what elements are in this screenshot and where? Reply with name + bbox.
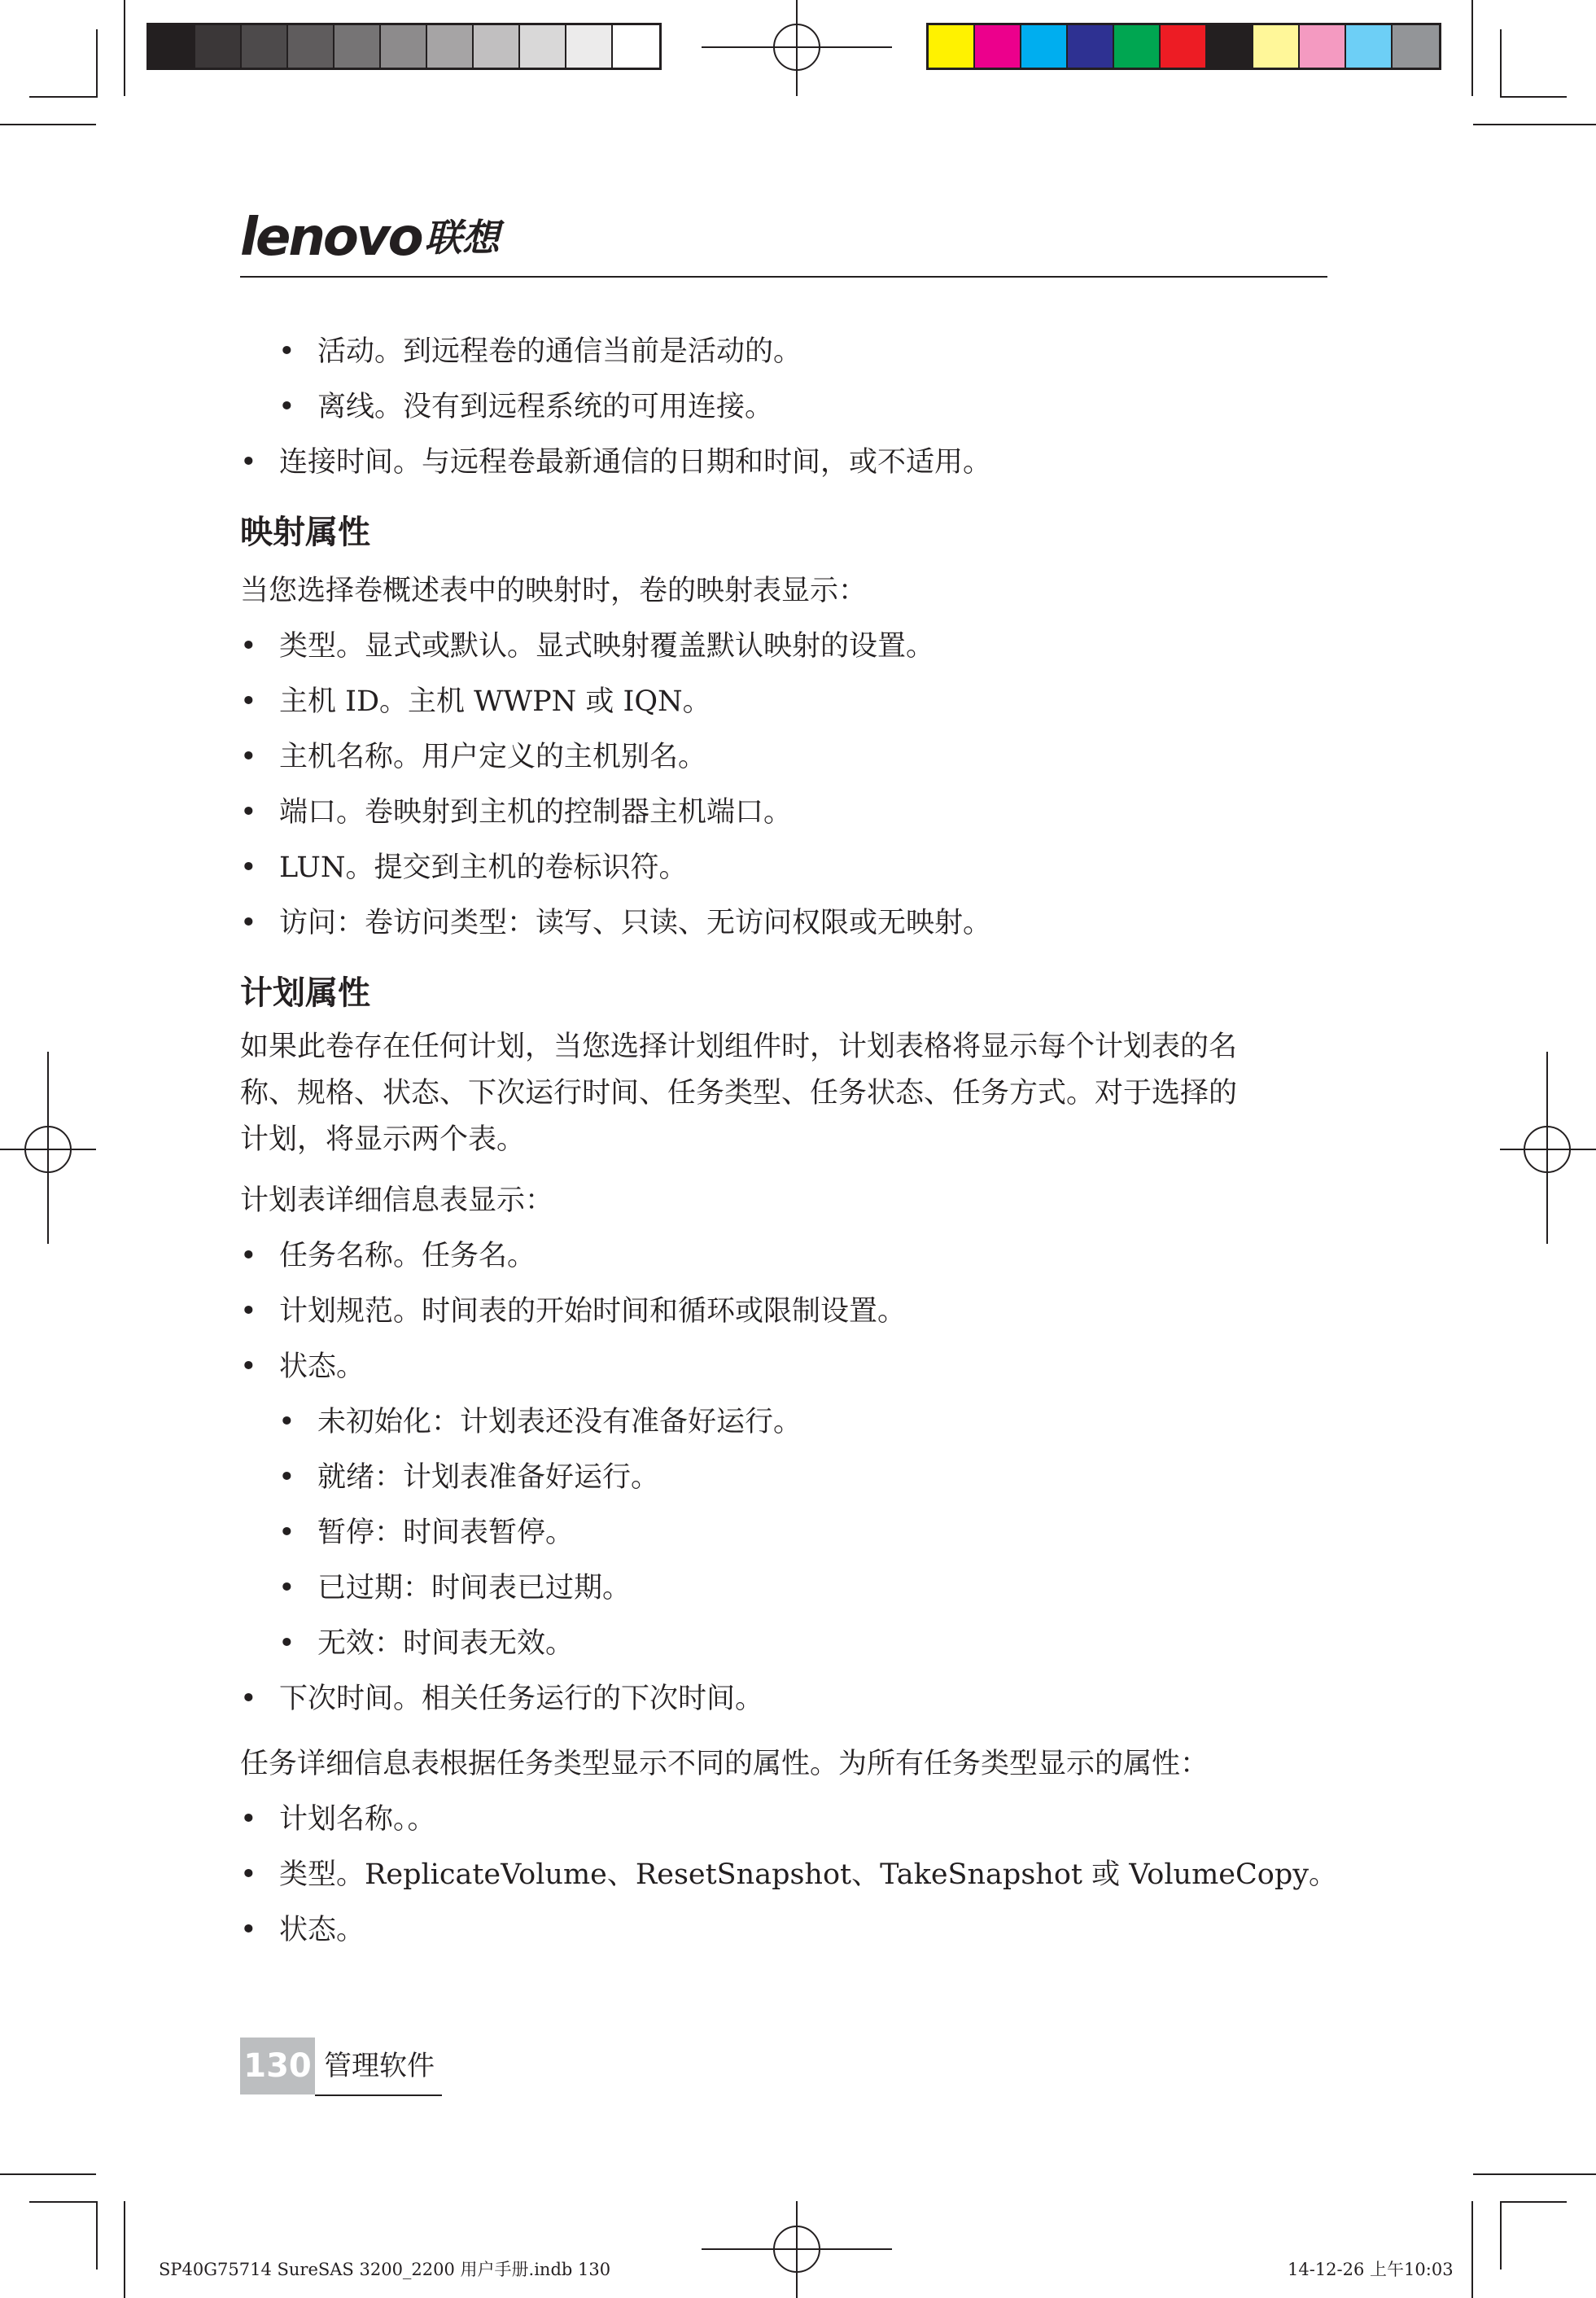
list-item: • 状态。 (240, 1350, 365, 1383)
crop-mark (1500, 2201, 1567, 2203)
color-swatch (474, 25, 520, 68)
color-swatch (1253, 25, 1300, 68)
list-item: • 离线。没有到远程系统的可用连接。 (278, 391, 774, 423)
registration-mark (773, 2226, 820, 2273)
list-item: • 计划名称。。 (240, 1803, 436, 1836)
color-swatch (1207, 25, 1253, 68)
list-item: • 访问：卷访问类型：读写、只读、无访问权限或无映射。 (240, 907, 992, 939)
color-swatch (520, 25, 566, 68)
lenovo-logo (240, 208, 500, 268)
list-item: • 任务名称。任务名。 (240, 1240, 536, 1272)
list-item: • 连接时间。与远程卷最新通信的日期和时间，或不适用。 (240, 446, 992, 479)
section-heading: 计划属性 (240, 974, 370, 1012)
crop-mark (0, 2173, 96, 2175)
crop-mark (1500, 2201, 1502, 2270)
crop-mark (96, 29, 98, 98)
crop-mark (29, 2201, 96, 2203)
list-item: • 下次时间。相关任务运行的下次时间。 (240, 1683, 764, 1715)
section-heading: 映射属性 (240, 514, 370, 551)
list-item: • 未初始化：计划表还没有准备好运行。 (278, 1406, 802, 1438)
color-swatch (1068, 25, 1114, 68)
crop-mark (124, 0, 125, 96)
color-swatch (1300, 25, 1346, 68)
crop-mark (1471, 0, 1473, 96)
paragraph: 如果此卷存在任何计划，当您选择计划组件时，计划表格将显示每个计划表的名 称、规格、状态、下次运行时间、任务类型、任务状态、任务方式。对于选择的 计划，将显示两个表。 (240, 1031, 1238, 1156)
print-slug-timestamp: 14-12-26 上午10:03 (1288, 2260, 1454, 2279)
logo-chinese: 联想 (424, 216, 500, 260)
list-item: • 主机名称。用户定义的主机别名。 (240, 741, 707, 773)
color-swatch (1161, 25, 1207, 68)
color-swatch (427, 25, 474, 68)
list-item: • 已过期：时间表已过期。 (278, 1572, 632, 1604)
crop-mark (96, 2201, 98, 2270)
crop-mark (124, 2201, 125, 2298)
crop-mark (1500, 29, 1502, 98)
crop-mark (0, 124, 96, 125)
page-body (240, 324, 1338, 1958)
crop-mark (1473, 2173, 1596, 2175)
list-item: • 类型。ReplicateVolume、ResetSnapshot、TakeSnapshot 或 VolumeCopy。 (240, 1858, 1338, 1891)
color-swatch (613, 25, 659, 68)
paragraph: 任务详细信息表根据任务类型显示不同的属性。为所有任务类型显示的属性： (240, 1748, 1209, 1780)
list-item: • 就绪：计划表准备好运行。 (278, 1461, 660, 1494)
color-swatch (1393, 25, 1439, 68)
color-swatch (1021, 25, 1068, 68)
grayscale-color-bar (146, 23, 662, 70)
print-slug-filename: SP40G75714 SureSAS 3200_2200 用户手册.indb 130 (159, 2260, 611, 2279)
registration-mark (773, 24, 820, 71)
list-item: • 状态。 (240, 1914, 365, 1946)
paragraph: 计划表详细信息表显示： (240, 1184, 554, 1217)
color-swatch (566, 25, 613, 68)
footer-rule (315, 2094, 442, 2096)
crop-mark (29, 96, 96, 98)
color-swatch (242, 25, 288, 68)
color-swatch (381, 25, 427, 68)
registration-mark (1524, 1126, 1571, 1173)
list-item: • 计划规范。时间表的开始时间和循环或限制设置。 (240, 1295, 907, 1328)
crop-mark (1471, 2201, 1473, 2298)
list-item: • 类型。显式或默认。显式映射覆盖默认映射的设置。 (240, 630, 935, 663)
color-swatch (1346, 25, 1393, 68)
cmyk-color-bar (926, 23, 1441, 70)
list-item: • 端口。卷映射到主机的控制器主机端口。 (240, 796, 793, 829)
list-item: • 暂停：时间表暂停。 (278, 1517, 575, 1549)
color-swatch (288, 25, 335, 68)
section-name: 管理软件 (324, 2050, 435, 2082)
crop-mark (1500, 96, 1567, 98)
header-rule (240, 276, 1327, 278)
list-item: • 主机 ID。主机 WWPN 或 IQN。 (240, 685, 711, 718)
color-swatch (975, 25, 1021, 68)
registration-mark (24, 1126, 72, 1173)
color-swatch (1114, 25, 1161, 68)
color-swatch (195, 25, 242, 68)
color-swatch (335, 25, 381, 68)
logo-wordmark: lenovo (240, 208, 422, 268)
page-number: 130 (240, 2038, 315, 2094)
list-item: • 无效：时间表无效。 (278, 1627, 575, 1660)
paragraph: 当您选择卷概述表中的映射时，卷的映射表显示： (240, 575, 868, 607)
list-item: • LUN。提交到主机的卷标识符。 (240, 851, 688, 884)
crop-mark (1473, 124, 1596, 125)
color-swatch (929, 25, 975, 68)
color-swatch (149, 25, 195, 68)
list-item: • 活动。到远程卷的通信当前是活动的。 (278, 335, 802, 368)
